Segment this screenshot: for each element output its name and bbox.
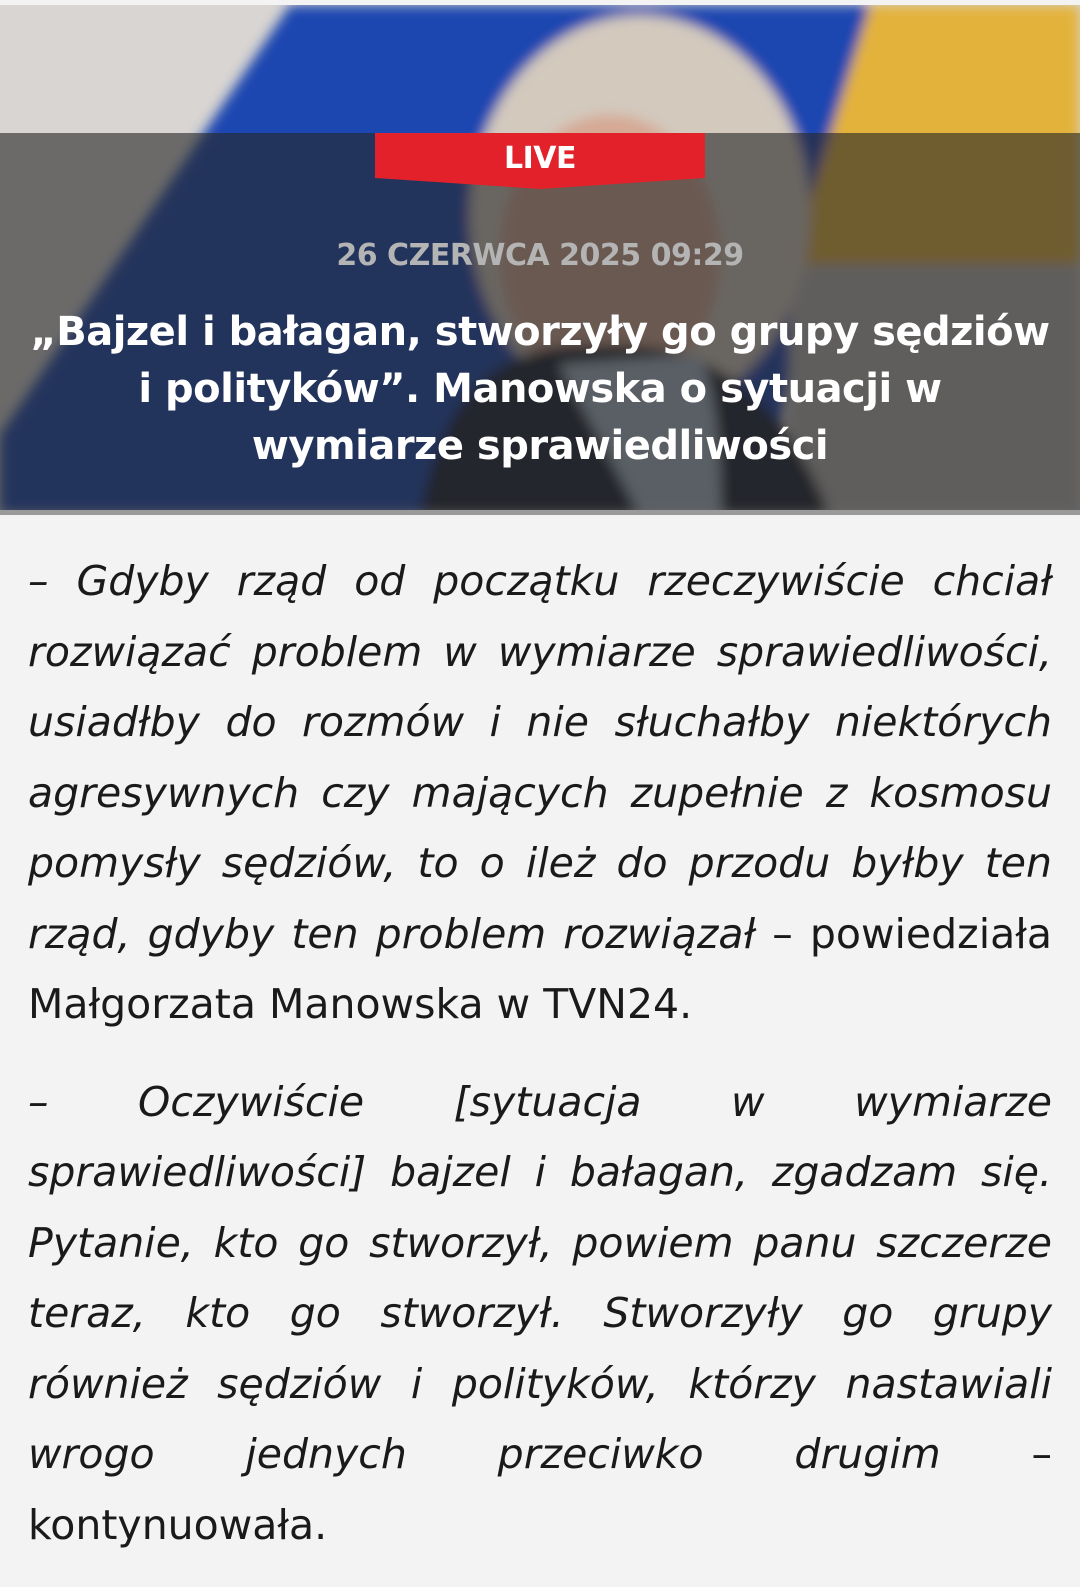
paragraph (28, 1067, 1052, 1561)
attribution-text: – powiedziała Małgorzata Manowska w TVN24. (28, 909, 1052, 1028)
hero-divider (0, 510, 1080, 515)
quote-text: – Oczywiście [sytuacja w wymiarze sprawiedliwości] bajzel i bałagan, zgadzam się. Pytanie, kto go stworzył, powiem panu szczerze teraz, kto go stworzył. Stworzyły go grupy również sędziów i polityków, którzy nastawiali wrogo jednych przeciwko drugim (28, 1077, 1052, 1478)
live-badge (375, 133, 705, 189)
article-title: „Bajzel i bałagan, stworzyły go grupy sędziów i polityków”. Manowska o sytuacji w wymiarze sprawiedliwości (30, 309, 1050, 469)
article-date: 26 CZERWCA 2025 09:29 (336, 238, 744, 273)
quote-text: – Gdyby rząd od początku rzeczywiście chciał rozwiązać problem w wymiarze sprawiedliwości, usiadłby do rozmów i nie słuchałby niektórych agresywnych czy mających zupełnie z kosmosu pomysły sędziów, to o ileż do przodu byłby ten rząd, gdyby ten problem rozwiązał (28, 557, 1052, 958)
live-badge-label: LIVE (504, 141, 576, 176)
attribution-text: – kontynuowała. (28, 1430, 1052, 1549)
article-body (28, 546, 1052, 1587)
paragraph (28, 546, 1052, 1040)
